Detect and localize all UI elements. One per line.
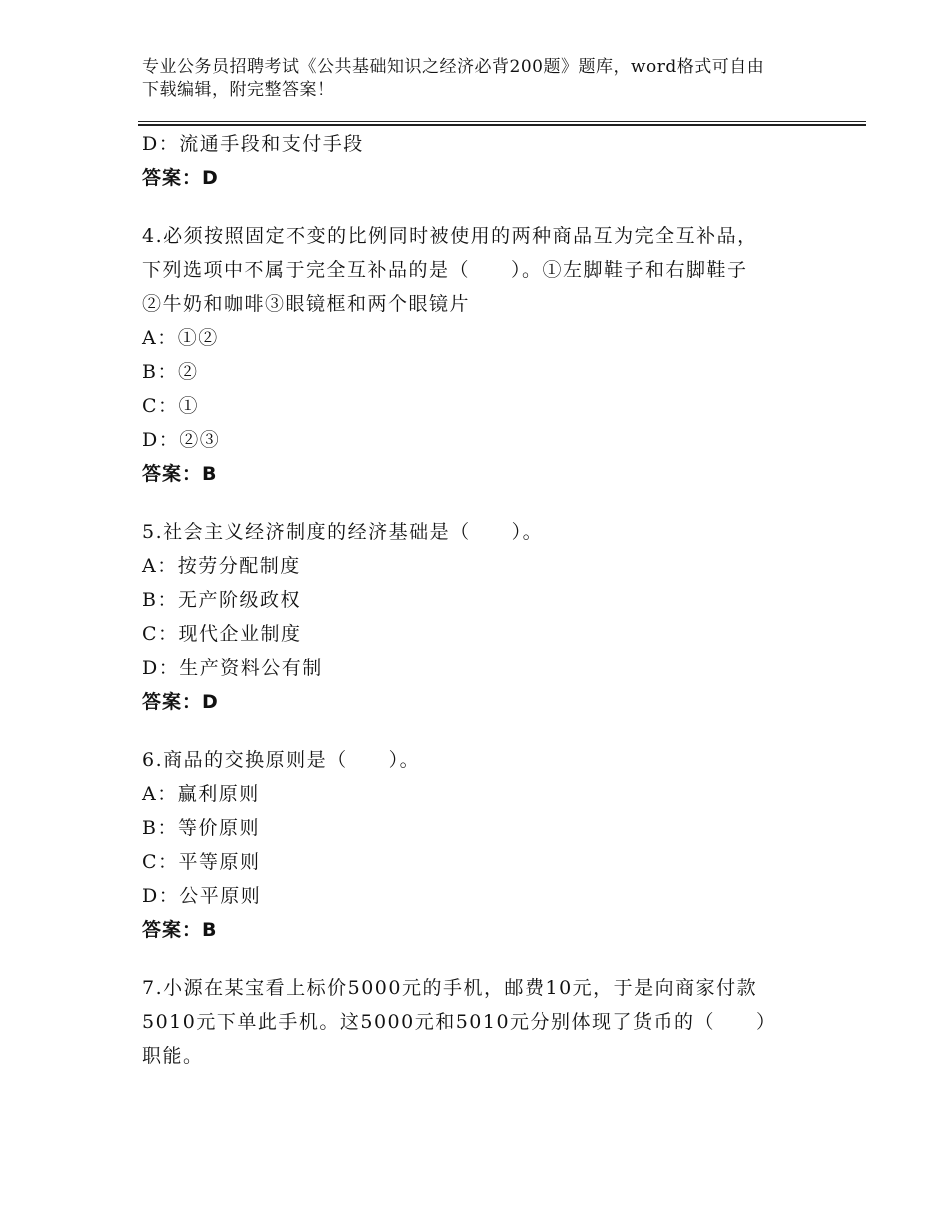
- question-5: [142, 515, 822, 719]
- option-a: A：按劳分配制度: [142, 555, 301, 577]
- header-rule-thin: [138, 121, 866, 122]
- question-stem-line: 7.小源在某宝看上标价5000元的手机，邮费10元，于是向商家付款: [142, 977, 758, 999]
- question-4: [142, 219, 822, 491]
- answer-label: 答案：B: [142, 463, 218, 485]
- option-d: D：②③: [142, 429, 221, 451]
- document-header: [142, 56, 812, 102]
- answer-label: 答案：D: [142, 167, 219, 189]
- option-b: B：等价原则: [142, 817, 260, 839]
- header-line-1: 专业公务员招聘考试《公共基础知识之经济必背200题》题库，word格式可自由: [142, 57, 765, 77]
- answer-label: 答案：D: [142, 691, 219, 713]
- option-a: A：①②: [142, 327, 219, 349]
- question-6: [142, 743, 822, 947]
- header-line-2: 下载编辑，附完整答案！: [142, 80, 335, 100]
- option-b: B：②: [142, 361, 199, 383]
- option-c: C：平等原则: [142, 851, 261, 873]
- answer-label: 答案：B: [142, 919, 218, 941]
- document-body: [142, 127, 822, 1073]
- option-c: C：现代企业制度: [142, 623, 302, 645]
- question-stem-line: 下列选项中不属于完全互补品的是（ ）。①左脚鞋子和右脚鞋子: [142, 259, 748, 281]
- option-b: B：无产阶级政权: [142, 589, 301, 611]
- question-stem-line: 职能。: [142, 1045, 204, 1067]
- question-7: [142, 971, 822, 1073]
- question-stem-line: ②牛奶和咖啡③眼镜框和两个眼镜片: [142, 293, 471, 315]
- question-stem: 6.商品的交换原则是（ ）。: [142, 749, 421, 771]
- question-stem-line: 5010元下单此手机。这5000元和5010元分别体现了货币的（ ）: [142, 1011, 777, 1033]
- question-stem-line: 4.必须按照固定不变的比例同时被使用的两种商品互为完全互补品，: [142, 225, 758, 247]
- option-d: D：公平原则: [142, 885, 262, 907]
- question-3-tail: [142, 127, 822, 195]
- option-d: D：生产资料公有制: [142, 657, 323, 679]
- header-rule-thick: [138, 124, 866, 126]
- option-d: D：流通手段和支付手段: [142, 133, 364, 155]
- option-a: A：赢利原则: [142, 783, 260, 805]
- question-stem: 5.社会主义经济制度的经济基础是（ ）。: [142, 521, 544, 543]
- option-c: C：①: [142, 395, 200, 417]
